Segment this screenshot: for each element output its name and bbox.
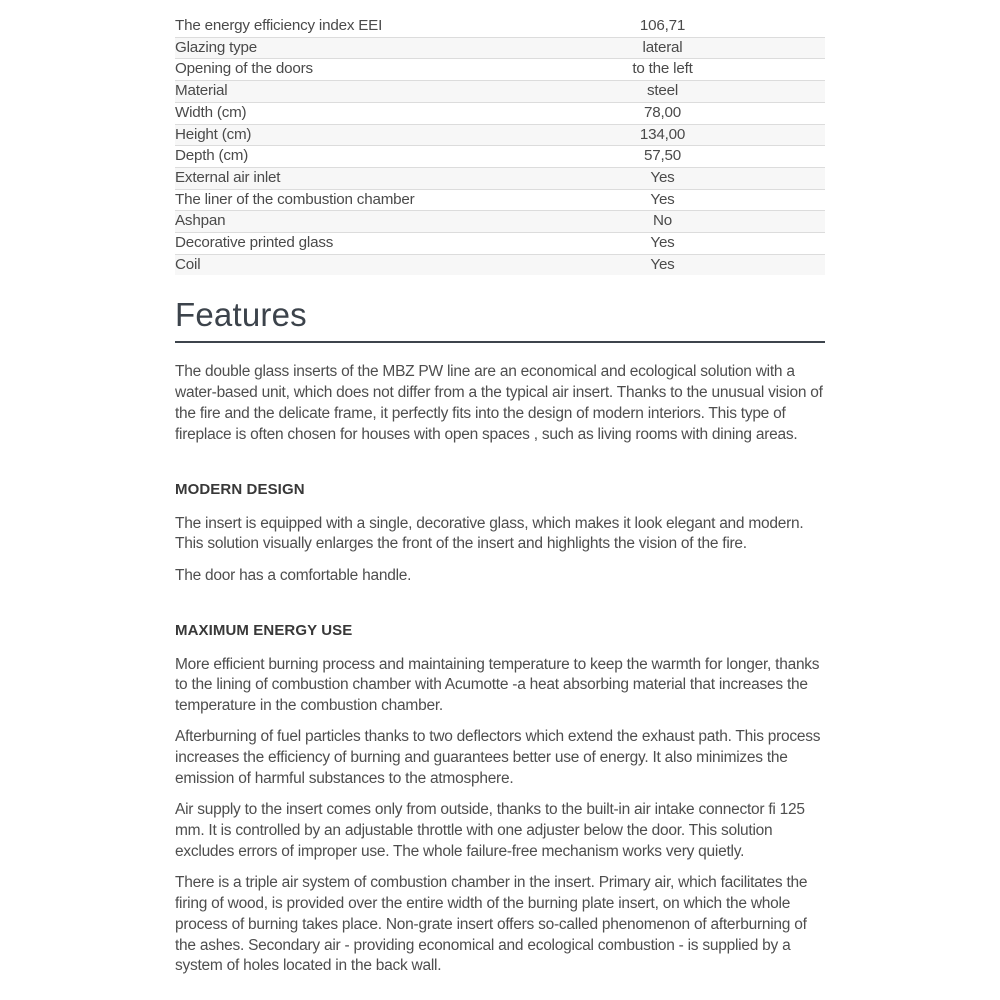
feature-paragraph: There is a triple air system of combustion chamber in the insert. Primary air, which facilitates the firing of wood, is provided over the entire width of the burning plate insert, on which the whole process of burning takes place. Non-grate insert offers so-called phenomenon of afterburning of the ashes. Secondary air - providing economical and ecological combustion - is supplied by a system of holes located in the back wall. [175,874,808,975]
spec-label-cell: The energy efficiency index EEI [175,17,383,34]
feature-section [175,481,825,587]
spec-label-cell: Material [175,82,228,100]
spec-value-cell: 106,71 [639,17,686,34]
spec-label-cell: Depth (cm) [175,147,249,165]
feature-section-heading: MAXIMUM ENERGY USE [175,621,353,639]
features-divider [175,341,825,343]
spec-label-cell: Opening of the doors [175,60,313,78]
product-details-content [175,16,825,988]
spec-table-row [175,233,825,255]
spec-table-row [175,254,825,275]
spec-value-cell: No [652,212,672,230]
spec-label-cell: Width (cm) [175,103,247,121]
feature-sections [175,481,825,978]
spec-value-cell: steel [646,82,679,100]
feature-section [175,622,825,978]
spec-label-cell: Coil [175,255,201,273]
spec-table-row [175,124,825,146]
spec-label-cell: External air inlet [175,168,281,186]
feature-paragraph: Afterburning of fuel particles thanks to two deflectors which extend the exhaust path. This process increases the efficiency of burning and guarantees better use of energy. It also minimizes the emission of harmful substances to the atmosphere. [175,728,821,787]
spec-label-cell: Ashpan [175,212,226,230]
spec-value-cell: 78,00 [643,103,681,121]
spec-label-cell: Decorative printed glass [175,234,334,252]
spec-table-body [175,16,825,275]
spec-table-row [175,59,825,81]
spec-value-cell: 134,00 [639,125,686,143]
spec-table-row [175,16,825,37]
spec-table-row [175,102,825,124]
spec-value-cell: Yes [650,168,675,186]
spec-label-cell: The liner of the combustion chamber [175,190,415,208]
spec-table-row [175,37,825,59]
spec-value-cell: Yes [650,255,675,273]
feature-section-paragraphs [175,514,825,587]
feature-paragraph: The door has a comfortable handle. [175,566,412,584]
spec-value-cell: 57,50 [643,147,681,165]
spec-table-row [175,81,825,103]
features-title: Features [175,296,307,334]
spec-table-row [175,189,825,211]
feature-section-heading: MODERN DESIGN [175,480,305,498]
spec-table [175,16,825,275]
spec-value-cell: Yes [650,234,675,252]
spec-table-row [175,167,825,189]
spec-value-cell: lateral [642,38,683,56]
feature-paragraph: Air supply to the insert comes only from outside, thanks to the built-in air intake connector fi 125 mm. It is controlled by an adjustable throttle with one adjuster below the door. This solution excludes errors of improper use. The whole failure-free mechanism works very quietly. [175,801,805,860]
spec-label-cell: Glazing type [175,38,258,56]
spec-value-cell: to the left [632,60,693,78]
feature-paragraph: More efficient burning process and maintaining temperature to keep the warmth for longer, thanks to the lining of combustion chamber with Acumotte -a heat absorbing material that increases the temperature in the combustion chamber. [175,655,820,715]
spec-value-cell: Yes [650,190,675,208]
spec-table-row [175,211,825,233]
features-intro-paragraph: The double glass inserts of the MBZ PW line are an economical and ecological solution with a water-based unit, which does not differ from a the typical air insert. Thanks to the unusual vision of the fire and the delicate frame, it perfectly fits into the design of modern interiors. This type of fireplace is often chosen for houses with open spaces , such as living rooms with dining areas. [175,363,823,443]
feature-paragraph: The insert is equipped with a single, decorative glass, which makes it look elegant and modern. This solution visually enlarges the front of the insert and highlights the vision of the fire. [175,514,804,553]
spec-table-row [175,146,825,168]
feature-section-paragraphs [175,655,825,978]
spec-label-cell: Height (cm) [175,125,252,143]
